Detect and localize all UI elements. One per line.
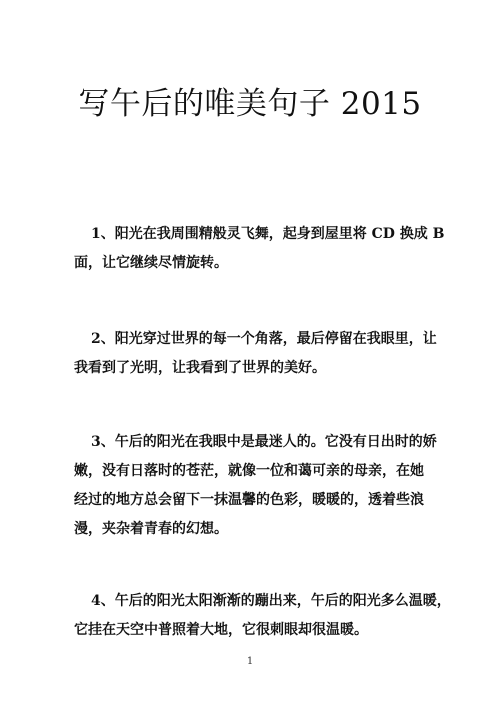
paragraph-line: 我看到了光明，让我看到了世界的美好。 — [74, 360, 326, 376]
paragraph-2 — [74, 325, 437, 383]
paragraph-line: 嫩，没有日落时的苍茫，就像一位和蔼可亲的母亲，在她 — [74, 463, 424, 479]
paragraph-line: 面，让它继续尽情旋转。 — [74, 255, 228, 271]
document-title: 写午后的唯美句子 2015 — [78, 86, 422, 122]
paragraph-line: 经过的地方总会留下一抹温馨的色彩，暖暖的，透着些浪 — [74, 492, 424, 508]
page-number: 1 — [246, 656, 254, 667]
paragraph-line: 1、阳光在我周围精般灵飞舞，起身到屋里将 CD 换成 B — [91, 226, 445, 242]
paragraph-line: 4、午后的阳光太阳渐渐的蹦出来，午后的阳光多么温暖， — [91, 593, 451, 609]
paragraph-1 — [74, 220, 445, 278]
paragraph-line: 3、午后的阳光在我眼中是最迷人的。它没有日出时的娇 — [91, 434, 437, 450]
paragraph-line: 漫，夹杂着青春的幻想。 — [74, 521, 228, 537]
paragraph-4 — [74, 587, 451, 645]
paragraph-3 — [74, 428, 437, 544]
paragraph-line: 2、阳光穿过世界的每一个角落，最后停留在我眼里，让 — [91, 331, 437, 347]
paragraph-line: 它挂在天空中普照着大地，它很刺眼却很温暖。 — [74, 622, 368, 638]
